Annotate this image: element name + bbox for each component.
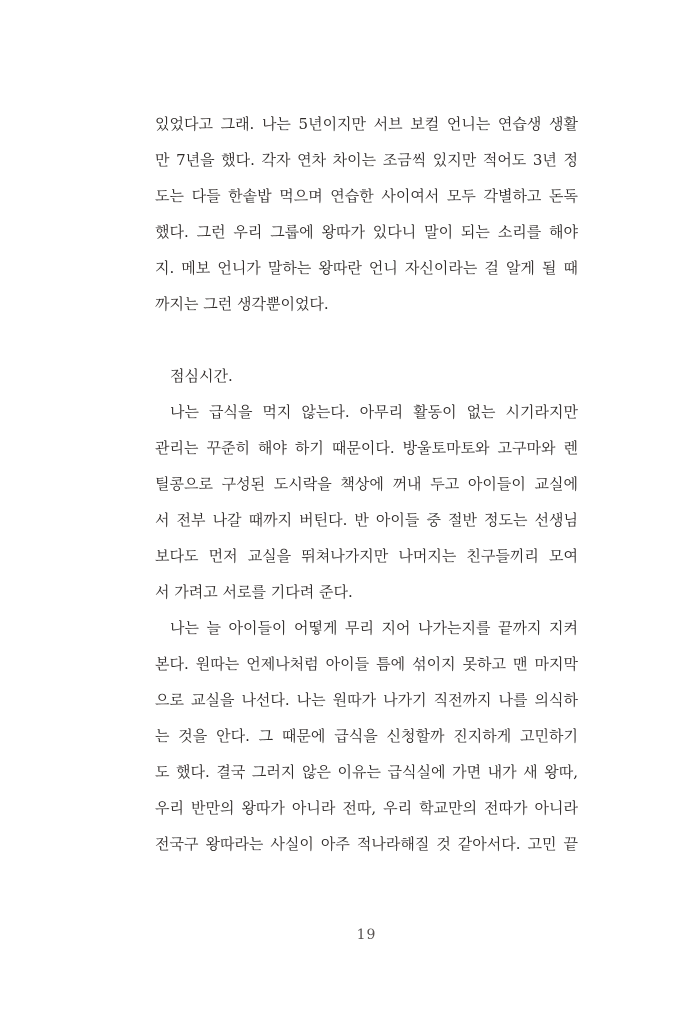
text-line: 는 것을 안다. 그 때문에 급식을 신청할까 진지하게 고민하기 [155,727,578,745]
text-line: 도 했다. 결국 그러지 않은 이유는 급식실에 가면 내가 새 왕따, [155,763,578,781]
text-line: 나는 늘 아이들이 어떻게 무리 지어 나가는지를 끝까지 지켜 [170,619,578,637]
text-line: 우리 반만의 왕따가 아니라 전따, 우리 학교만의 전따가 아니라 [155,799,578,817]
text-line: 나는 급식을 먹지 않는다. 아무리 활동이 없는 시기라지만 [170,403,578,421]
body-text-block [155,106,578,862]
paragraph [155,394,578,610]
paragraph [155,106,578,322]
text-line: 관리는 꾸준히 해야 하기 때문이다. 방울토마토와 고구마와 렌 [155,439,578,457]
text-line: 보다도 먼저 교실을 뛰쳐나가지만 나머지는 친구들끼리 모여 [155,547,578,565]
text-line: 도는 다들 한솥밥 먹으며 연습한 사이여서 모두 각별하고 돈독 [155,187,578,205]
text-line: 틸콩으로 구성된 도시락을 책상에 꺼내 두고 아이들이 교실에 [155,475,578,493]
text-line: 만 7년을 했다. 각자 연차 차이는 조금씩 있지만 적어도 3년 정 [155,151,578,169]
text-line: 서 가려고 서로를 기다려 준다. [155,583,353,601]
text-line: 전국구 왕따라는 사실이 아주 적나라해질 것 같아서다. 고민 끝 [155,835,578,853]
text-line: 으로 교실을 나선다. 나는 원따가 나가기 직전까지 나를 의식하 [155,691,578,709]
text-line: 점심시간. [170,367,233,385]
text-line: 본다. 원따는 언제나처럼 아이들 틈에 섞이지 못하고 맨 마지막 [155,655,578,673]
paragraph [155,610,578,862]
paragraph [155,358,578,394]
text-line: 있었다고 그래. 나는 5년이지만 서브 보컬 언니는 연습생 생활 [155,115,578,133]
text-line: 했다. 그런 우리 그룹에 왕따가 있다니 말이 되는 소리를 해야 [155,223,578,241]
text-line: 서 전부 나갈 때까지 버틴다. 반 아이들 중 절반 정도는 선생님 [155,511,578,529]
page-number: 19 [356,927,377,943]
text-line: 까지는 그런 생각뿐이었다. [155,295,329,313]
text-line: 지. 메보 언니가 말하는 왕따란 언니 자신이라는 걸 알게 될 때 [155,259,578,277]
